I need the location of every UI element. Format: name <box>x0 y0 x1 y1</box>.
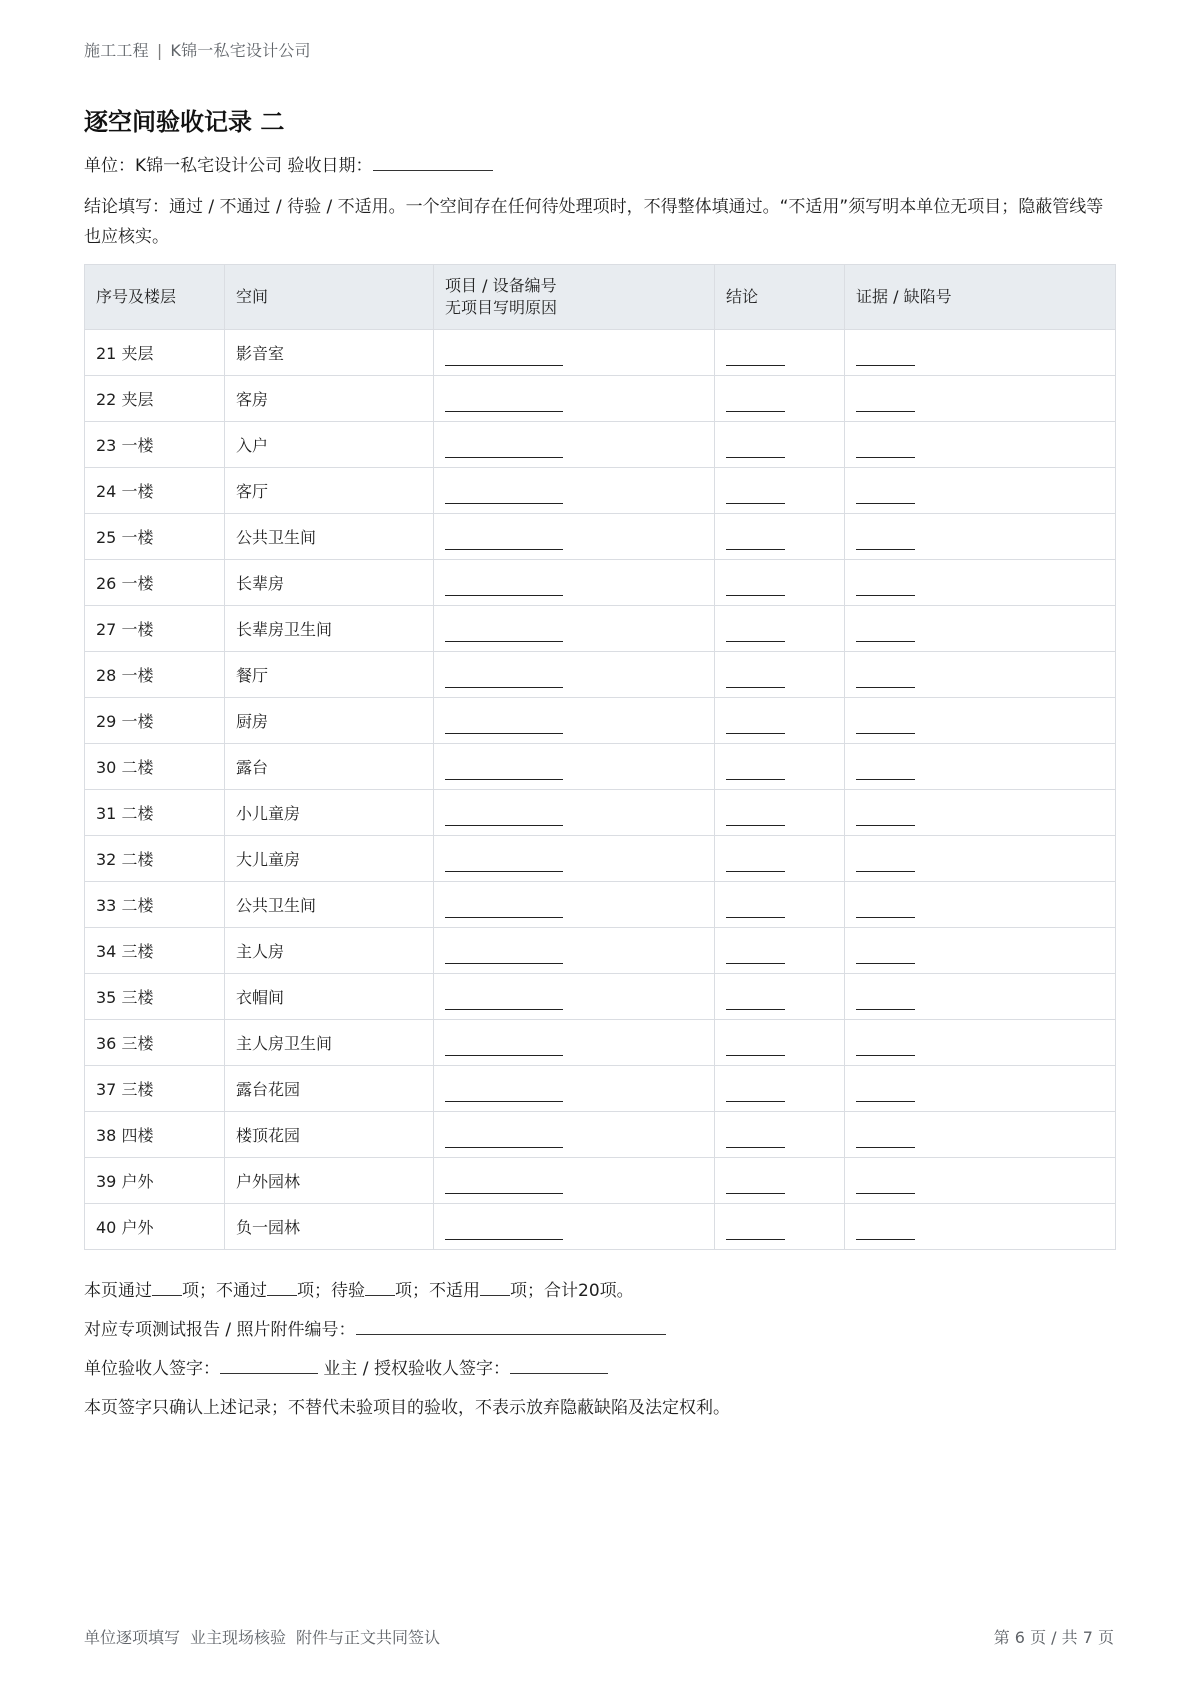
row-item-blank[interactable] <box>445 1222 563 1240</box>
row-item-blank[interactable] <box>445 992 563 1010</box>
row-evidence-blank-cell <box>845 1020 1116 1066</box>
row-evidence-blank-cell <box>845 422 1116 468</box>
row-conclusion-blank-cell <box>715 468 845 514</box>
row-item-blank[interactable] <box>445 854 563 872</box>
row-conclusion-blank[interactable] <box>726 762 785 780</box>
row-item-blank[interactable] <box>445 1084 563 1102</box>
row-conclusion-blank-cell <box>715 652 845 698</box>
table-row <box>85 468 1116 514</box>
table-row <box>85 1066 1116 1112</box>
row-conclusion-blank-cell <box>715 1204 845 1250</box>
summary-pending-label: 项；待验 <box>297 1281 365 1301</box>
row-item-blank[interactable] <box>445 716 563 734</box>
row-space-name: 露台花园 <box>225 1066 434 1112</box>
row-space-name: 主人房卫生间 <box>225 1020 434 1066</box>
row-conclusion-blank[interactable] <box>726 946 785 964</box>
row-evidence-blank[interactable] <box>856 394 915 412</box>
row-evidence-blank[interactable] <box>856 670 915 688</box>
row-conclusion-blank-cell <box>715 330 845 376</box>
row-evidence-blank-cell <box>845 606 1116 652</box>
row-conclusion-blank-cell <box>715 376 845 422</box>
row-evidence-blank-cell <box>845 698 1116 744</box>
row-number-floor: 30 二楼 <box>85 744 225 790</box>
summary-na-label: 项；不适用 <box>395 1281 480 1301</box>
row-number-floor: 33 二楼 <box>85 882 225 928</box>
page-title: 逐空间验收记录 二 <box>84 108 285 136</box>
table-row <box>85 606 1116 652</box>
row-conclusion-blank-cell <box>715 882 845 928</box>
row-space-name: 公共卫生间 <box>225 882 434 928</box>
pending-count-blank[interactable] <box>365 1279 395 1296</box>
row-conclusion-blank[interactable] <box>726 624 785 642</box>
row-evidence-blank[interactable] <box>856 762 915 780</box>
row-space-name: 主人房 <box>225 928 434 974</box>
row-space-name: 露台 <box>225 744 434 790</box>
row-evidence-blank-cell <box>845 1158 1116 1204</box>
row-evidence-blank-cell <box>845 560 1116 606</box>
table-row <box>85 514 1116 560</box>
row-evidence-blank[interactable] <box>856 1038 915 1056</box>
row-item-blank[interactable] <box>445 900 563 918</box>
row-evidence-blank-cell <box>845 1204 1116 1250</box>
row-number-floor: 23 一楼 <box>85 422 225 468</box>
row-evidence-blank-cell <box>845 1112 1116 1158</box>
row-number-floor: 21 夹层 <box>85 330 225 376</box>
row-evidence-blank-cell <box>845 790 1116 836</box>
row-item-blank-cell <box>434 744 715 790</box>
row-evidence-blank[interactable] <box>856 1176 915 1194</box>
row-item-blank[interactable] <box>445 946 563 964</box>
table-row <box>85 790 1116 836</box>
row-item-blank-cell <box>434 514 715 560</box>
attachment-line <box>84 1311 730 1350</box>
row-item-blank-cell <box>434 376 715 422</box>
row-item-blank[interactable] <box>445 1038 563 1056</box>
row-evidence-blank-cell <box>845 836 1116 882</box>
row-conclusion-blank-cell <box>715 974 845 1020</box>
summary-total-label: 项；合计20项。 <box>510 1281 634 1301</box>
row-item-blank-cell <box>434 652 715 698</box>
page-footer-notes <box>84 1625 450 1648</box>
summary-count-line <box>84 1272 730 1311</box>
row-conclusion-blank-cell <box>715 698 845 744</box>
na-count-blank[interactable] <box>480 1279 510 1296</box>
unit-signer-label: 单位验收人签字： <box>84 1359 220 1379</box>
attachment-number-blank[interactable] <box>356 1318 666 1335</box>
row-evidence-blank[interactable] <box>856 486 915 504</box>
summary-fail-label: 项；不通过 <box>182 1281 267 1301</box>
table-row <box>85 1020 1116 1066</box>
row-item-blank-cell <box>434 1158 715 1204</box>
row-conclusion-blank-cell <box>715 1112 845 1158</box>
row-number-floor: 34 三楼 <box>85 928 225 974</box>
row-space-name: 厨房 <box>225 698 434 744</box>
row-item-blank[interactable] <box>445 624 563 642</box>
unit-signer-blank[interactable] <box>220 1357 318 1374</box>
row-conclusion-blank[interactable] <box>726 486 785 504</box>
row-evidence-blank[interactable] <box>856 946 915 964</box>
row-conclusion-blank-cell <box>715 1158 845 1204</box>
row-number-floor: 24 一楼 <box>85 468 225 514</box>
row-number-floor: 25 一楼 <box>85 514 225 560</box>
row-number-floor: 35 三楼 <box>85 974 225 1020</box>
page-number: 第 6 页 / 共 7 页 <box>993 1628 1114 1647</box>
table-row <box>85 652 1116 698</box>
row-item-blank-cell <box>434 560 715 606</box>
row-space-name: 户外园林 <box>225 1158 434 1204</box>
header-company: K锦一私宅设计公司 <box>170 41 311 60</box>
signature-line <box>84 1350 730 1389</box>
table-row <box>85 928 1116 974</box>
row-item-blank-cell <box>434 974 715 1020</box>
row-evidence-blank-cell <box>845 468 1116 514</box>
row-conclusion-blank[interactable] <box>726 670 785 688</box>
table-row <box>85 974 1116 1020</box>
row-item-blank[interactable] <box>445 440 563 458</box>
row-conclusion-blank[interactable] <box>726 440 785 458</box>
row-number-floor: 40 户外 <box>85 1204 225 1250</box>
table-row <box>85 422 1116 468</box>
row-conclusion-blank[interactable] <box>726 808 785 826</box>
column-header-conclusion: 结论 <box>715 265 845 330</box>
column-header-space: 空间 <box>225 265 434 330</box>
row-item-blank-cell <box>434 882 715 928</box>
row-space-name: 衣帽间 <box>225 974 434 1020</box>
row-conclusion-blank[interactable] <box>726 578 785 596</box>
row-evidence-blank-cell <box>845 744 1116 790</box>
row-item-blank[interactable] <box>445 808 563 826</box>
row-number-floor: 27 一楼 <box>85 606 225 652</box>
row-space-name: 客房 <box>225 376 434 422</box>
table-row <box>85 330 1116 376</box>
pass-count-blank[interactable] <box>152 1279 182 1296</box>
row-evidence-blank[interactable] <box>856 992 915 1010</box>
owner-signer-label: 业主 / 授权验收人签字： <box>318 1359 510 1379</box>
footer-note-1: 单位逐项填写 <box>84 1628 181 1647</box>
row-space-name: 大儿童房 <box>225 836 434 882</box>
row-item-blank-cell <box>434 468 715 514</box>
row-item-blank[interactable] <box>445 532 563 550</box>
instruction-text: 结论填写：通过 / 不通过 / 待验 / 不适用。一个空间存在任何待处理项时，不得整体填通过。“不适用”须写明本单位无项目；隐蔽管线等也应核实。 <box>84 197 1104 247</box>
row-evidence-blank[interactable] <box>856 532 915 550</box>
row-number-floor: 39 户外 <box>85 1158 225 1204</box>
row-evidence-blank[interactable] <box>856 900 915 918</box>
row-item-blank-cell <box>434 1112 715 1158</box>
row-conclusion-blank-cell <box>715 514 845 560</box>
row-evidence-blank[interactable] <box>856 808 915 826</box>
row-item-blank[interactable] <box>445 670 563 688</box>
table-body <box>85 330 1116 1250</box>
column-header-item-line2: 无项目写明原因 <box>445 298 558 317</box>
row-space-name: 负一园林 <box>225 1204 434 1250</box>
row-evidence-blank-cell <box>845 652 1116 698</box>
summary-pass-label: 本页通过 <box>84 1281 152 1301</box>
row-item-blank[interactable] <box>445 1130 563 1148</box>
row-space-name: 楼顶花园 <box>225 1112 434 1158</box>
owner-signer-blank[interactable] <box>510 1357 608 1374</box>
row-evidence-blank[interactable] <box>856 1222 915 1240</box>
row-number-floor: 26 一楼 <box>85 560 225 606</box>
row-conclusion-blank[interactable] <box>726 1130 785 1148</box>
column-header-floor: 序号及楼层 <box>85 265 225 330</box>
footer-note-2: 业主现场核验 <box>190 1628 287 1647</box>
table-header-row <box>85 265 1116 330</box>
row-item-blank-cell <box>434 698 715 744</box>
row-number-floor: 31 二楼 <box>85 790 225 836</box>
row-evidence-blank-cell <box>845 330 1116 376</box>
row-number-floor: 28 一楼 <box>85 652 225 698</box>
row-conclusion-blank[interactable] <box>726 348 785 366</box>
row-item-blank[interactable] <box>445 578 563 596</box>
summary-section <box>84 1272 730 1428</box>
column-header-item <box>434 265 715 330</box>
row-conclusion-blank-cell <box>715 790 845 836</box>
footer-note-3: 附件与正文共同签认 <box>296 1628 441 1647</box>
row-item-blank-cell <box>434 790 715 836</box>
row-item-blank-cell <box>434 1204 715 1250</box>
row-space-name: 影音室 <box>225 330 434 376</box>
row-conclusion-blank-cell <box>715 836 845 882</box>
row-conclusion-blank-cell <box>715 744 845 790</box>
row-evidence-blank-cell <box>845 928 1116 974</box>
table-row <box>85 1158 1116 1204</box>
row-item-blank-cell <box>434 1066 715 1112</box>
row-number-floor: 38 四楼 <box>85 1112 225 1158</box>
row-conclusion-blank-cell <box>715 606 845 652</box>
row-number-floor: 37 三楼 <box>85 1066 225 1112</box>
disclaimer-line: 本页签字只确认上述记录；不替代未验项目的验收，不表示放弃隐蔽缺陷及法定权利。 <box>84 1398 730 1418</box>
row-evidence-blank-cell <box>845 376 1116 422</box>
row-item-blank-cell <box>434 330 715 376</box>
row-number-floor: 32 二楼 <box>85 836 225 882</box>
table-row <box>85 1112 1116 1158</box>
row-evidence-blank[interactable] <box>856 854 915 872</box>
row-evidence-blank-cell <box>845 514 1116 560</box>
row-item-blank[interactable] <box>445 348 563 366</box>
row-space-name: 长辈房 <box>225 560 434 606</box>
table-row <box>85 836 1116 882</box>
row-conclusion-blank-cell <box>715 1066 845 1112</box>
row-number-floor: 22 夹层 <box>85 376 225 422</box>
row-conclusion-blank[interactable] <box>726 1038 785 1056</box>
row-evidence-blank[interactable] <box>856 348 915 366</box>
fail-count-blank[interactable] <box>267 1279 297 1296</box>
row-evidence-blank-cell <box>845 1066 1116 1112</box>
unit-date-label: 单位：K锦一私宅设计公司 验收日期： <box>84 156 373 176</box>
acceptance-records-table <box>84 264 1116 1250</box>
row-item-blank[interactable] <box>445 1176 563 1194</box>
row-conclusion-blank[interactable] <box>726 1084 785 1102</box>
row-conclusion-blank[interactable] <box>726 716 785 734</box>
row-space-name: 公共卫生间 <box>225 514 434 560</box>
row-space-name: 餐厅 <box>225 652 434 698</box>
column-header-item-line1: 项目 / 设备编号 <box>445 276 557 295</box>
row-conclusion-blank[interactable] <box>726 1176 785 1194</box>
row-space-name: 小儿童房 <box>225 790 434 836</box>
row-item-blank-cell <box>434 928 715 974</box>
header-section: 施工工程 <box>84 41 149 60</box>
attachment-label: 对应专项测试报告 / 照片附件编号： <box>84 1320 356 1340</box>
table-row <box>85 882 1116 928</box>
row-evidence-blank[interactable] <box>856 716 915 734</box>
row-item-blank-cell <box>434 422 715 468</box>
row-item-blank-cell <box>434 606 715 652</box>
table-row <box>85 698 1116 744</box>
row-number-floor: 36 三楼 <box>85 1020 225 1066</box>
table-row <box>85 1204 1116 1250</box>
row-conclusion-blank-cell <box>715 560 845 606</box>
row-evidence-blank[interactable] <box>856 440 915 458</box>
page-header <box>84 38 311 61</box>
row-conclusion-blank-cell <box>715 928 845 974</box>
row-conclusion-blank[interactable] <box>726 1222 785 1240</box>
row-conclusion-blank[interactable] <box>726 992 785 1010</box>
row-conclusion-blank[interactable] <box>726 854 785 872</box>
row-item-blank[interactable] <box>445 762 563 780</box>
unit-date-line <box>84 154 493 178</box>
row-evidence-blank[interactable] <box>856 624 915 642</box>
acceptance-date-blank[interactable] <box>373 154 493 171</box>
row-item-blank[interactable] <box>445 486 563 504</box>
row-conclusion-blank-cell <box>715 422 845 468</box>
header-separator: | <box>156 41 163 60</box>
row-space-name: 长辈房卫生间 <box>225 606 434 652</box>
row-item-blank[interactable] <box>445 394 563 412</box>
row-evidence-blank-cell <box>845 974 1116 1020</box>
table-row <box>85 376 1116 422</box>
table-row <box>85 744 1116 790</box>
row-evidence-blank[interactable] <box>856 1084 915 1102</box>
row-number-floor: 29 一楼 <box>85 698 225 744</box>
row-item-blank-cell <box>434 836 715 882</box>
row-evidence-blank[interactable] <box>856 578 915 596</box>
row-conclusion-blank[interactable] <box>726 532 785 550</box>
row-evidence-blank-cell <box>845 882 1116 928</box>
table-row <box>85 560 1116 606</box>
row-space-name: 入户 <box>225 422 434 468</box>
row-evidence-blank[interactable] <box>856 1130 915 1148</box>
row-conclusion-blank[interactable] <box>726 394 785 412</box>
column-header-evidence: 证据 / 缺陷号 <box>845 265 1116 330</box>
row-conclusion-blank-cell <box>715 1020 845 1066</box>
row-item-blank-cell <box>434 1020 715 1066</box>
row-conclusion-blank[interactable] <box>726 900 785 918</box>
row-space-name: 客厅 <box>225 468 434 514</box>
